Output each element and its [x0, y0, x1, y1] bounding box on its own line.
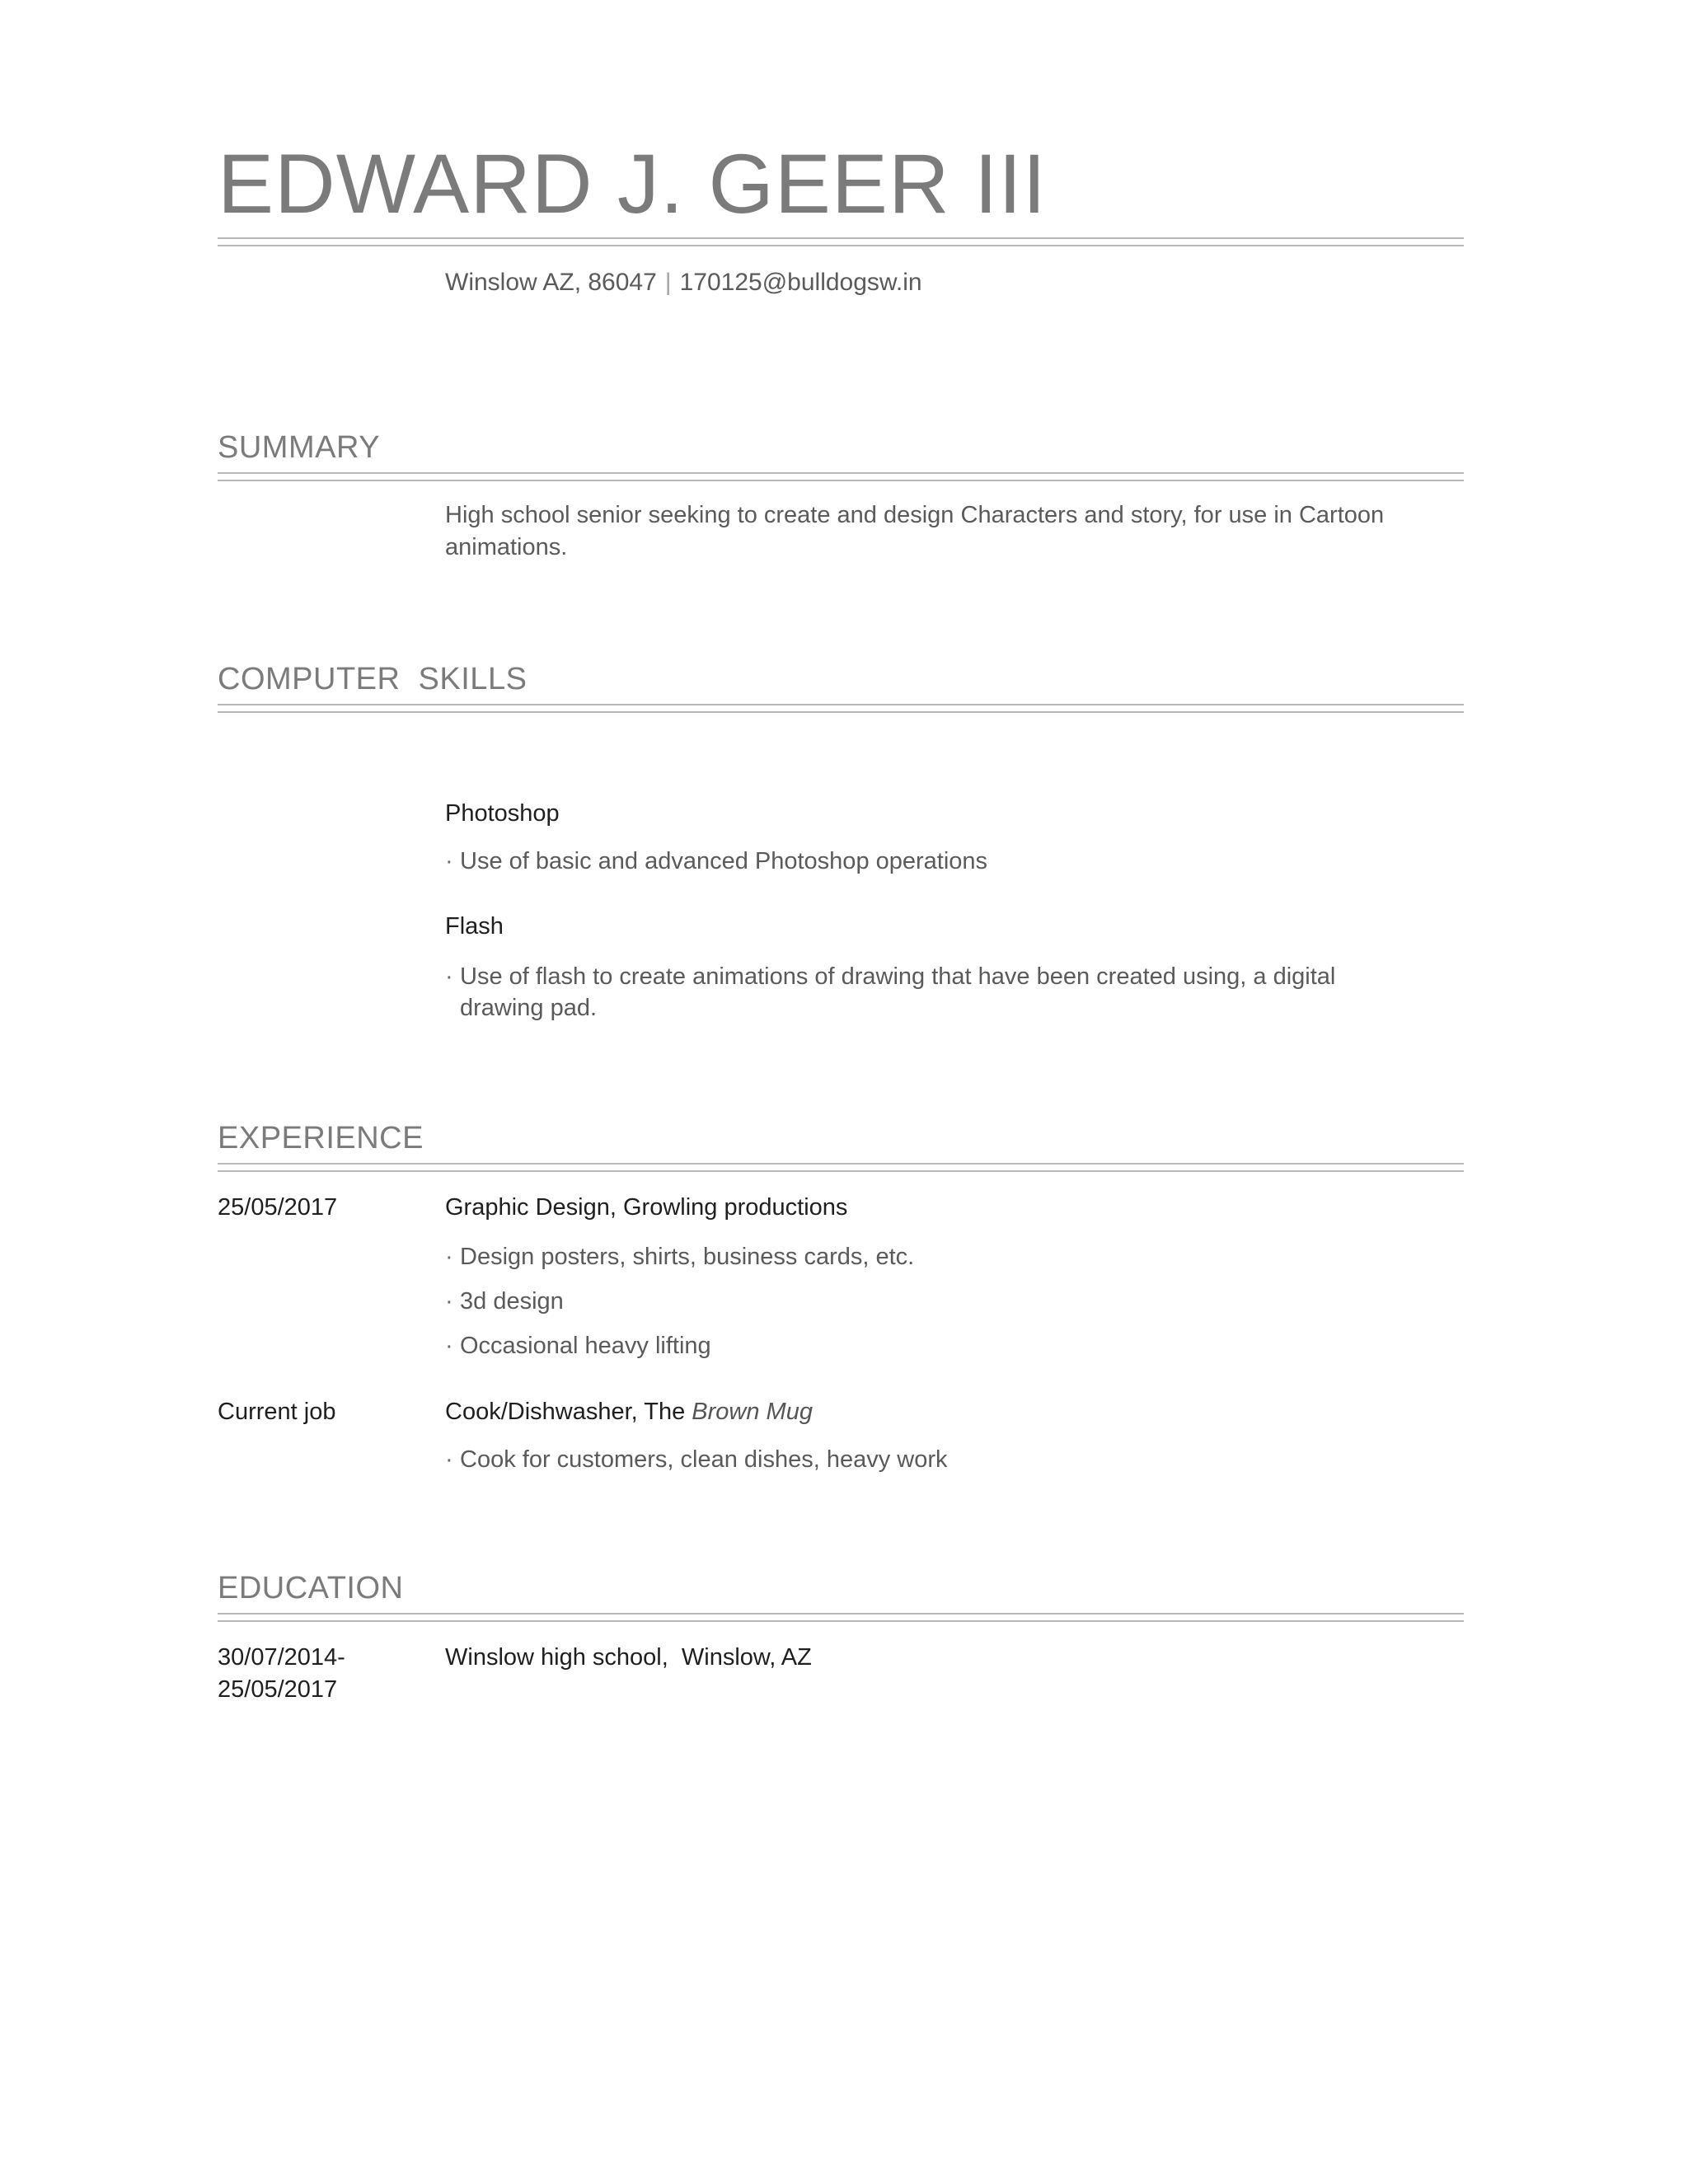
job-date: Current job: [218, 1399, 336, 1425]
summary-text: [445, 499, 1434, 564]
experience-heading: EXPERIENCE: [218, 1121, 424, 1155]
job-bullet: · Cook for customers, clean dishes, heavy work: [445, 1444, 1416, 1475]
experience-rule: [218, 1163, 1464, 1172]
skills-heading: COMPUTER SKILLS: [218, 662, 528, 696]
summary-heading: SUMMARY: [218, 430, 381, 465]
summary-line-2: animations.: [445, 534, 568, 560]
summary-rule: [218, 472, 1464, 481]
job-title: Graphic Design, Growling productions: [445, 1194, 848, 1221]
education-heading: EDUCATION: [218, 1571, 404, 1605]
job-date: 25/05/2017: [218, 1194, 338, 1221]
summary-line-1: High school senior seeking to create and design Characters and story, for use in Cartoon: [445, 502, 1385, 528]
job-bullet: · Design posters, shirts, business cards, etc.: [445, 1241, 1416, 1272]
job-title: [445, 1396, 813, 1428]
header-rule: [218, 237, 1464, 246]
skill-bullet: · Use of basic and advanced Photoshop operations: [445, 846, 1416, 877]
job-bullet: · 3d design: [445, 1286, 1416, 1317]
skill-name-photoshop: Photoshop: [445, 800, 560, 827]
contact-line: [445, 269, 922, 297]
contact-separator: |: [664, 269, 672, 296]
education-date-end: 25/05/2017: [218, 1676, 338, 1703]
education-date: [218, 1642, 345, 1706]
address: Winslow AZ, 86047: [445, 269, 657, 296]
skills-rule: [218, 704, 1464, 713]
skill-name-flash: Flash: [445, 913, 504, 940]
education-rule: [218, 1613, 1464, 1622]
email: 170125@bulldogsw.in: [679, 269, 922, 296]
education-date-start: 30/07/2014-: [218, 1644, 345, 1671]
job-bullet: · Occasional heavy lifting: [445, 1330, 1416, 1361]
resume-name: EDWARD J. GEER III: [218, 137, 1047, 231]
job-title-employer: Brown Mug: [692, 1399, 813, 1425]
skill-bullet: · Use of flash to create animations of drawing that have been created using, a digital drawing pad.: [445, 961, 1391, 1024]
education-school: Winslow high school, Winslow, AZ: [445, 1644, 812, 1671]
job-title-prefix: Cook/Dishwasher, The: [445, 1399, 692, 1425]
